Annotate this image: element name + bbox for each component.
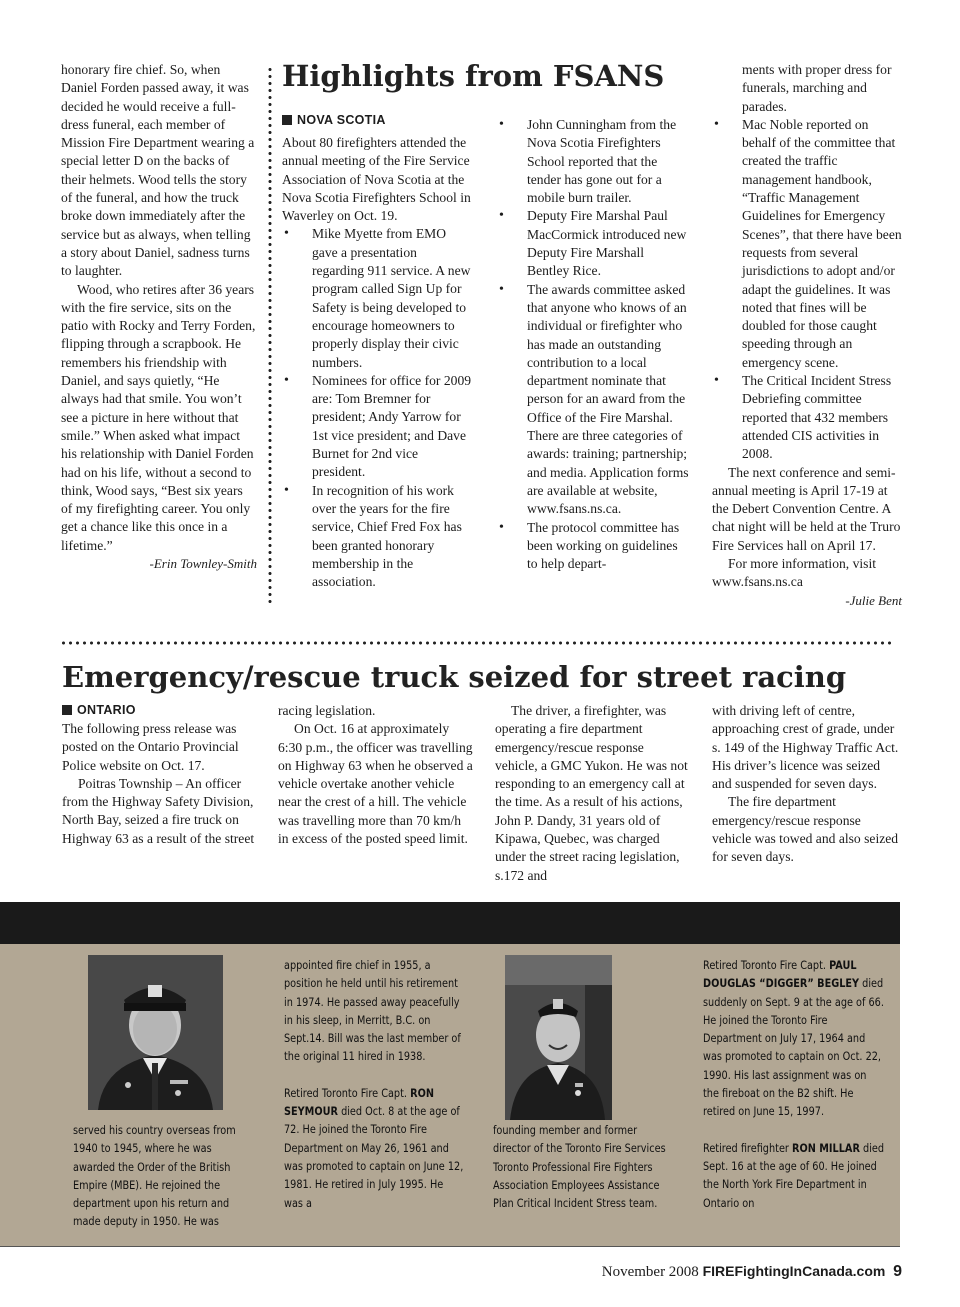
vertical-dotted-divider bbox=[268, 66, 272, 606]
region-label: NOVA SCOTIA bbox=[282, 113, 386, 127]
page-number: 9 bbox=[893, 1263, 902, 1280]
racing-column-4 bbox=[712, 702, 902, 867]
horizontal-dotted-divider bbox=[60, 641, 895, 645]
paragraph: The driver, a firefighter, was operating a fire department emergency/rescue response vehicle, a GMC Yukon. He was not responding to an emergency call at the time. As a result of his actions, John P. Dandy, 31 years old of Kipawa, Quebec, was charged under the street racing legislation, s.172 and bbox=[495, 703, 688, 883]
page-footer bbox=[602, 1263, 902, 1281]
issue-date: November 2008 bbox=[601, 1264, 699, 1280]
list-item: • Mike Myette from EMO gave a presentation regarding 911 service. A new program called Sign Up for Safety is being developed to encourage homeowners to properly display their civic numbers. bbox=[282, 225, 472, 371]
fire-captain-portrait-photo bbox=[505, 955, 612, 1120]
racing-column-3 bbox=[495, 702, 689, 885]
fsans-column-3 bbox=[497, 116, 689, 573]
paragraph: On Oct. 16 at approximately 6:30 p.m., the officer was travelling on Highway 63 when he observed a vehicle overtake another vehicle near the crest of a hill. The vehicle was travelling more than 70 km/h in excess of the posted speed limit. bbox=[278, 721, 473, 847]
deceased-name: RON MILLAR bbox=[792, 1141, 860, 1155]
square-bullet-icon bbox=[282, 115, 292, 125]
list-item: • Nominees for office for 2009 are: Tom Bremner for president; Andy Yarrow for 1st vice president; and Dave Burnet for 2nd vice president. bbox=[282, 372, 472, 482]
bullet-list bbox=[497, 116, 689, 573]
paragraph: served his country overseas from 1940 to 1945, where he was awarded the Order of the British Empire (MBE). He rejoined the department upon his return and made deputy in 1950. He was bbox=[73, 1124, 236, 1229]
paragraph: About 80 firefighters attended the annual meeting of the Fire Service Association of Nova Scotia at the Nova Scotia Firefighters School in Waverley on Oct. 19. bbox=[282, 135, 471, 224]
paragraph: racing legislation. bbox=[278, 703, 376, 718]
deceased-name: PAUL DOUGLAS “DIGGER” BEGLEY bbox=[703, 959, 860, 991]
obituary-column-1 bbox=[73, 1122, 254, 1232]
list-item-continued: ments with proper dress for funerals, marching and parades. bbox=[742, 62, 892, 114]
paragraph: appointed fire chief in 1955, a position he held until his retirement in 1974. He passed away peacefully in his sleep, in Merritt, B.C. on Sept.14. Bill was the last member of the original 11 hired in 1938. bbox=[284, 959, 461, 1064]
paragraph: Poitras Township – An officer from the Highway Safety Division, North Bay, seized a fire truck on Highway 63 as a result of the street bbox=[62, 775, 255, 846]
fsans-column-2 bbox=[282, 134, 472, 591]
fire-chief-portrait-photo bbox=[88, 955, 223, 1110]
website-link[interactable]: FIREFightingInCanada.com bbox=[702, 1263, 886, 1279]
list-item: • Deputy Fire Marshal Paul MacCormick introduced new Deputy Fire Marshall Bentley Rice. bbox=[497, 207, 689, 280]
obituaries-header-bar bbox=[0, 902, 900, 944]
paragraph: founding member and former director of the Toronto Fire Services Toronto Professional Fire Fighters Association Employees Assistance Plan Critical Incident Stress team. bbox=[493, 1124, 666, 1211]
byline: -Erin Townley-Smith bbox=[149, 556, 257, 572]
obituary-column-2 bbox=[284, 957, 465, 1213]
paragraph: Retired Toronto Fire Capt. PAUL DOUGLAS “DIGGER” BEGLEY died suddenly on Sept. 9 at the age of 66. He joined the Toronto Fire Department on July 17, 1964 and was promoted to captain on Oct. 22, 1990. His last assignment was on the fireboat on the B2 shift. He retired on June 15, 1997. bbox=[703, 959, 884, 1119]
deceased-name: RON SEYMOUR bbox=[284, 1086, 434, 1119]
bullet-list bbox=[712, 61, 902, 464]
list-item: • The Critical Incident Stress Debriefing committee reported that 432 members attended CIS activities in 2008. bbox=[712, 372, 902, 463]
list-item: • The protocol committee has been working on guidelines to help depart- bbox=[497, 519, 689, 574]
fsans-column-4 bbox=[712, 61, 902, 610]
region-label: ONTARIO bbox=[62, 703, 136, 717]
square-bullet-icon bbox=[62, 705, 72, 715]
paragraph: with driving left of centre, approaching crest of grade, under s. 149 of the Highway Traffic Act. His driver’s licence was seized and suspended for seven days. bbox=[712, 703, 899, 792]
fsans-headline: Highlights from FSANS bbox=[282, 59, 665, 93]
list-item: • The awards committee asked that anyone who knows of an individual or firefighter who has made an outstanding contribution to a local department nominate that person for an award from the Office of the Fire Marshal. There are three categories of awards: training; partnership; and media. Application forms are available at website, www.fsans.ns.ca. bbox=[497, 281, 689, 519]
list-item: • In recognition of his work over the years for the fire service, Chief Fred Fox has been granted honorary membership in the association. bbox=[282, 482, 472, 592]
paragraph: The next conference and semi-annual meeting is April 17-19 at the Debert Convention Centre. A chat night will be held at the Truro Fire Services hall on April 17. bbox=[712, 464, 901, 553]
paragraph: For more information, visit www.fsans.ns.ca bbox=[712, 556, 877, 590]
list-item: • John Cunningham from the Nova Scotia Firefighters School reported that the tender has gone out for a mobile burn trailer. bbox=[497, 116, 689, 207]
paragraph: The following press release was posted on the Ontario Provincial Police website on Oct. 17. bbox=[62, 721, 239, 773]
racing-headline: Emergency/rescue truck seized for street racing bbox=[62, 660, 847, 694]
obituary-column-4 bbox=[703, 957, 885, 1213]
paragraph: The fire department emergency/rescue response vehicle was towed and also seized for seven days. bbox=[712, 794, 899, 865]
obituary-column-3 bbox=[493, 1122, 674, 1213]
list-item: • Mac Noble reported on behalf of the committee that created the traffic management handbook, “Traffic Management Guidelines for Emergency Scenes”, that there have been requests from several jurisdictions to adopt and/or adapt the guidelines. It was noted that fines will be doubled for those caught speeding through an emergency scene. bbox=[712, 116, 902, 372]
paragraph: Retired firefighter RON MILLAR died Sept. 16 at the age of 60. He joined the North York Fire Department in Ontario on bbox=[703, 1141, 885, 1210]
paragraph: honorary fire chief. So, when Daniel Forden passed away, it was decided he would receive a full-dress funeral, each member of Mission Fire Department wearing a special letter D on the backs of their helmets. Wood tells the story of the funeral, and how the truck broke down immediately after the service but as always, when telling a story about Daniel, sadness turns to laughter. bbox=[61, 62, 255, 279]
bullet-list bbox=[282, 225, 472, 591]
racing-column-1 bbox=[62, 720, 258, 848]
paragraph: Wood, who retires after 36 years with the fire service, sits on the patio with Rocky and Terry Forden, flipping through a scrapbook. He remembers his friendship with Daniel, and says quietly, “He always had that smile. You won’t see a picture in here without that smile.” When asked what impact his relationship with Daniel Forden had on his life, without a second to think, Wood says, “Best six years of my firefighting career. You only get a chance like this once in a lifetime.” bbox=[61, 281, 256, 553]
paragraph: Retired Toronto Fire Capt. RON SEYMOUR died Oct. 8 at the age of 72. He joined the Toronto Fire Department on May 26, 1961 and was promoted to captain on June 12, 1981. He retired in July 1995. He was a bbox=[284, 1086, 464, 1210]
racing-column-2 bbox=[278, 702, 474, 848]
byline: -Julie Bent bbox=[845, 592, 902, 608]
story-continuation-column bbox=[61, 61, 257, 573]
